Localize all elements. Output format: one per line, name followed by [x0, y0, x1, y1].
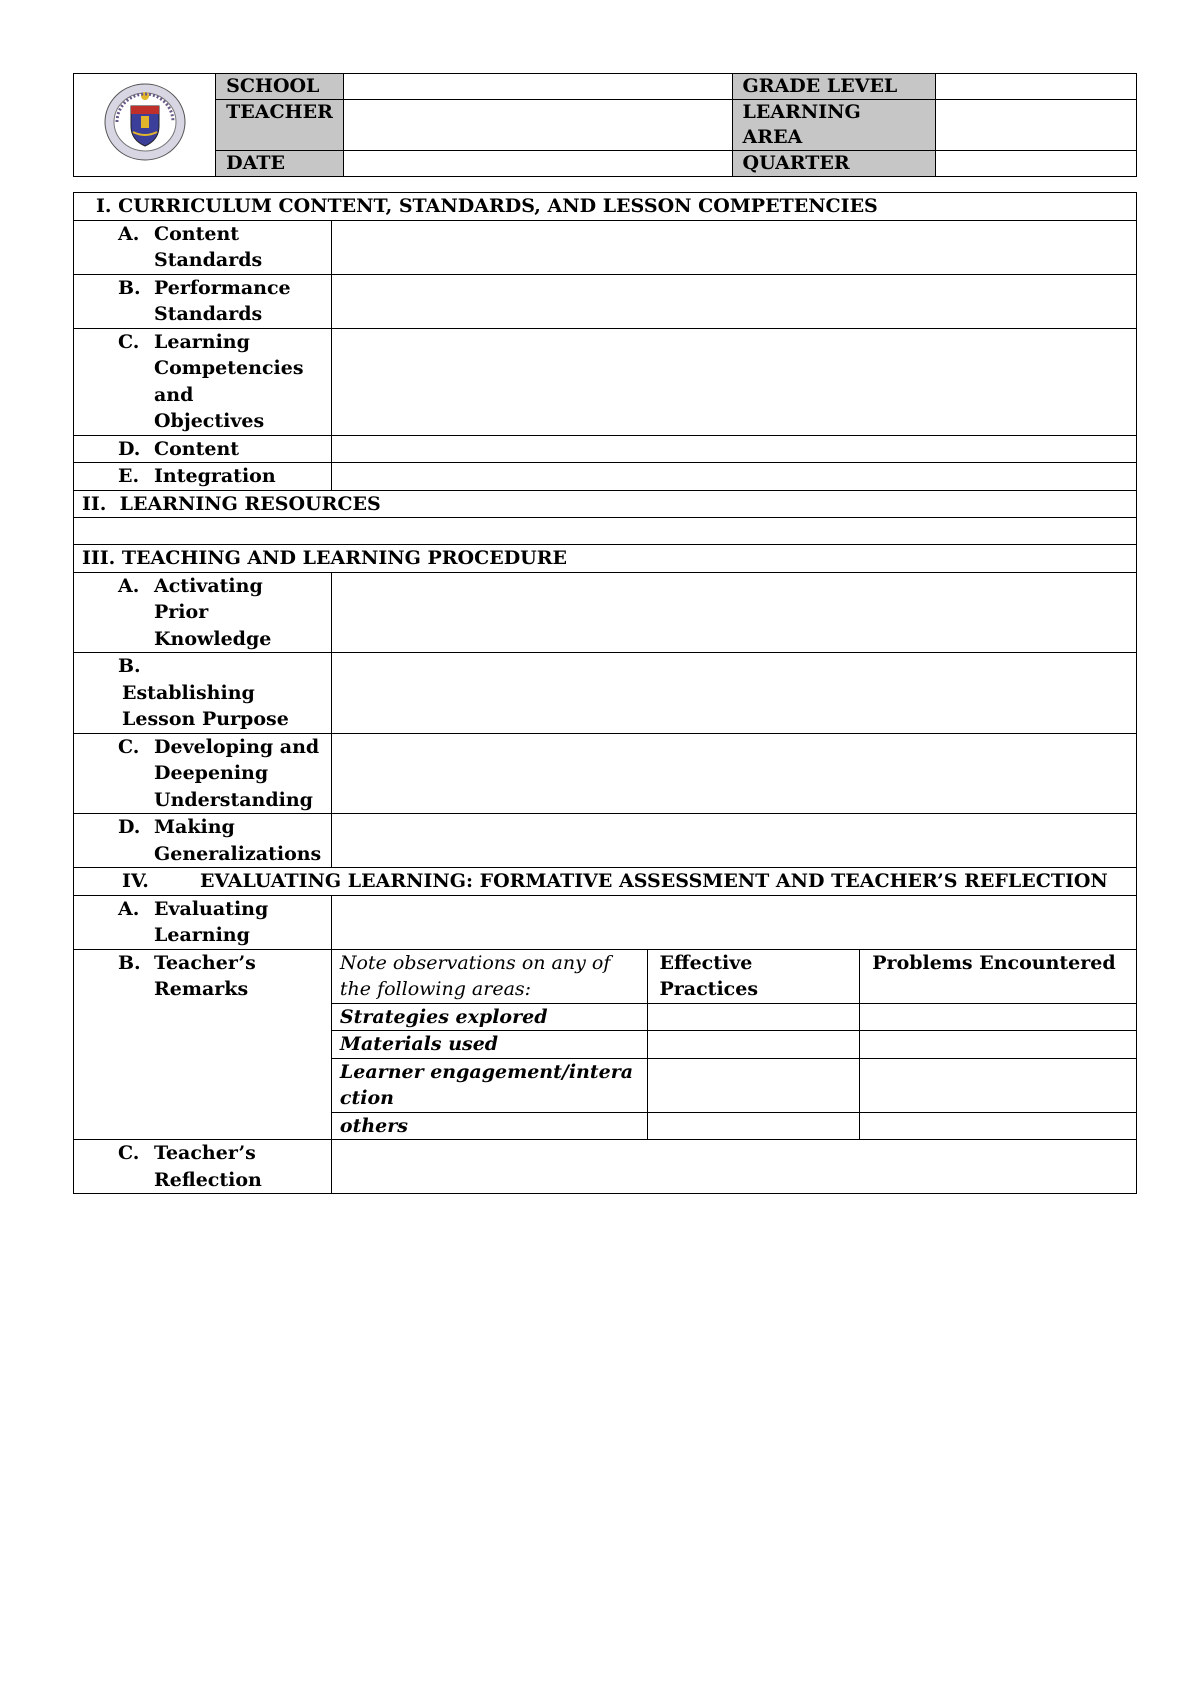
- learning-area-field[interactable]: [935, 100, 1136, 151]
- date-label: DATE: [216, 151, 344, 177]
- learning-resources-field[interactable]: [74, 518, 1137, 545]
- item-evaluating-learning: A. Evaluating Learning: [74, 895, 332, 949]
- developing-understanding-field[interactable]: [331, 733, 1136, 814]
- item-teachers-reflection: C. Teacher’s Reflection: [74, 1140, 332, 1194]
- materials-problems-field[interactable]: [860, 1031, 1137, 1059]
- strategies-problems-field[interactable]: [860, 1003, 1137, 1031]
- remarks-row-label: Strategies explored: [331, 1003, 647, 1031]
- lesson-plan-table: [73, 192, 1137, 1194]
- remarks-row-label: others: [331, 1112, 647, 1140]
- quarter-field[interactable]: [935, 151, 1136, 177]
- teacher-label: TEACHER: [216, 100, 344, 151]
- effective-practices-header: Effective Practices: [647, 949, 860, 1003]
- logo-cell: [74, 74, 216, 177]
- item-performance-standards: B. Performance Standards: [74, 274, 332, 328]
- content-field[interactable]: [331, 435, 1136, 463]
- section-4-text: EVALUATING LEARNING: FORMATIVE ASSESSMENT AND TEACHER’S REFLECTION: [200, 870, 1108, 892]
- item-developing-understanding: C. Developing and Deepening Understanding: [74, 733, 332, 814]
- engagement-problems-field[interactable]: [860, 1058, 1137, 1112]
- making-generalizations-field[interactable]: [331, 814, 1136, 868]
- strategies-effective-field[interactable]: [647, 1003, 860, 1031]
- quarter-label: QUARTER: [732, 151, 935, 177]
- teacher-field[interactable]: [343, 100, 732, 151]
- item-content-standards: A. Content Standards: [74, 220, 332, 274]
- content-standards-field[interactable]: [331, 220, 1136, 274]
- learning-competencies-field[interactable]: [331, 328, 1136, 435]
- activating-prior-knowledge-field[interactable]: [331, 572, 1136, 653]
- section-2-title: II. LEARNING RESOURCES: [74, 490, 1137, 518]
- deped-seal-icon: [103, 82, 187, 162]
- section-3-title: III. TEACHING AND LEARNING PROCEDURE: [74, 545, 1137, 573]
- evaluating-learning-field[interactable]: [331, 895, 1136, 949]
- grade-level-field[interactable]: [935, 74, 1136, 100]
- remarks-row-label: Learner engagement/interaction: [331, 1058, 647, 1112]
- section-4-number: IV.: [122, 870, 149, 892]
- item-learning-competencies: C. Learning Competencies and Objectives: [74, 328, 332, 435]
- remarks-note: Note observations on any of the following areas:: [331, 949, 647, 1003]
- others-problems-field[interactable]: [860, 1112, 1137, 1140]
- learning-area-label: LEARNING AREA: [732, 100, 935, 151]
- performance-standards-field[interactable]: [331, 274, 1136, 328]
- engagement-effective-field[interactable]: [647, 1058, 860, 1112]
- header-table: [73, 73, 1137, 177]
- item-content: D. Content: [74, 435, 332, 463]
- remarks-row-label: Materials used: [331, 1031, 647, 1059]
- establishing-lesson-purpose-field[interactable]: [331, 653, 1136, 734]
- item-integration: E. Integration: [74, 463, 332, 491]
- item-establishing-lesson-purpose: B.Establishing Lesson Purpose: [74, 653, 332, 734]
- teachers-reflection-field[interactable]: [331, 1140, 1136, 1194]
- item-teachers-remarks: B. Teacher’s Remarks: [74, 949, 332, 1140]
- problems-encountered-header: Problems Encountered: [860, 949, 1137, 1003]
- integration-field[interactable]: [331, 463, 1136, 491]
- section-1-title: I. CURRICULUM CONTENT, STANDARDS, AND LESSON COMPETENCIES: [74, 193, 1137, 221]
- school-label: SCHOOL: [216, 74, 344, 100]
- item-making-generalizations: D. Making Generalizations: [74, 814, 332, 868]
- grade-level-label: GRADE LEVEL: [732, 74, 935, 100]
- section-4-title: [74, 868, 1137, 896]
- others-effective-field[interactable]: [647, 1112, 860, 1140]
- school-field[interactable]: [343, 74, 732, 100]
- date-field[interactable]: [343, 151, 732, 177]
- item-activating-prior-knowledge: A. Activating Prior Knowledge: [74, 572, 332, 653]
- materials-effective-field[interactable]: [647, 1031, 860, 1059]
